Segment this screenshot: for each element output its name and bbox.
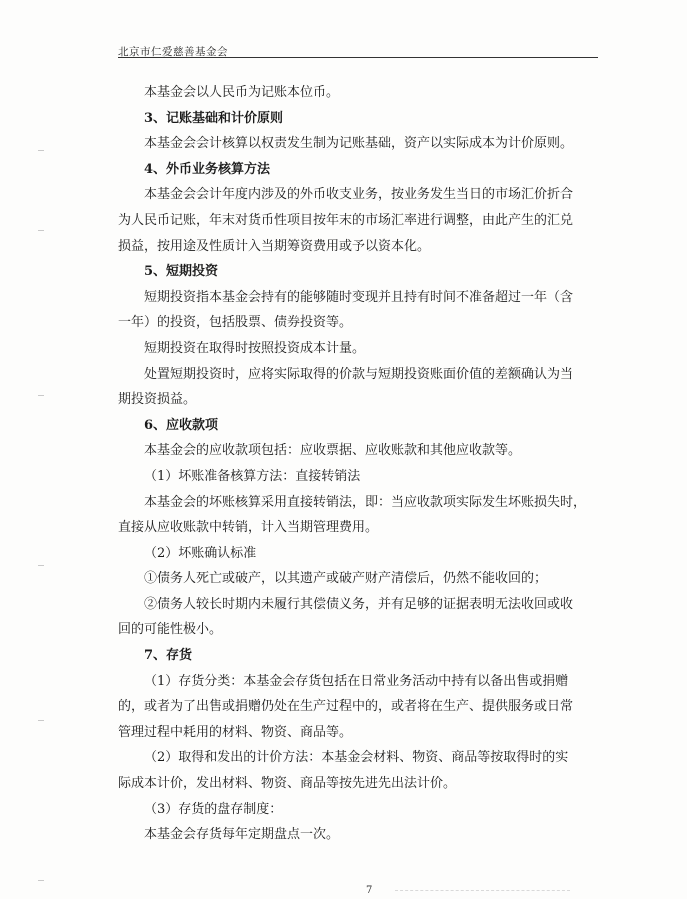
paragraph-line: 际成本计价，发出材料、物资、商品等按先进先出法计价。 [118, 776, 457, 792]
paragraph-line: 回的可能性极小。 [118, 622, 223, 638]
paragraph-line: （1）存货分类：本基金会存货包括在日常业务活动中持有以备出售或捐赠 [144, 673, 569, 689]
paragraph-line: 本基金会会计核算以权责发生制为记账基础，资产以实际成本为计价原则。 [144, 136, 574, 152]
scan-margin-mark [38, 395, 44, 396]
scan-margin-mark [38, 565, 44, 566]
page-number: 7 [366, 885, 373, 896]
paragraph-line: （2）取得和发出的计价方法：本基金会材料、物资、商品等按取得时的实 [144, 750, 569, 766]
scan-margin-mark [38, 150, 44, 151]
paragraph-line: 本基金会存货每年定期盘点一次。 [144, 827, 340, 843]
list-item: ②债务人较长时期内未履行其偿债义务，并有足够的证据表明无法收回或收 [144, 596, 574, 612]
paragraph-line: 一年）的投资，包括股票、债券投资等。 [118, 315, 353, 331]
paragraph-line: 损益，按用途及性质计入当期筹资费用或予以资本化。 [118, 238, 431, 254]
scan-smudge [395, 890, 570, 891]
section-heading: 4、外币业务核算方法 [144, 161, 271, 177]
paragraph-line: 短期投资在取得时按照投资成本计量。 [144, 340, 366, 356]
paragraph-line: 为人民币记账，年末对货币性项目按年末的市场汇率进行调整，由此产生的汇兑 [118, 212, 574, 228]
paragraph-line: 期投资损益。 [118, 392, 197, 408]
section-heading: 7、存货 [144, 648, 193, 664]
paragraph-line: 处置短期投资时，应将实际取得的价款与短期投资账面价值的差额确认为当 [144, 366, 574, 382]
header-org-name: 北京市仁爱慈善基金会 [118, 46, 228, 58]
paragraph-line: 本基金会的应收款项包括：应收票据、应收账款和其他应收款等。 [144, 443, 522, 459]
subheading-line: （1）坏账准备核算方法：直接转销法 [144, 468, 361, 484]
paragraph-line: 管理过程中耗用的材料、物资、商品等。 [118, 724, 353, 740]
section-heading: 3、记账基础和计价原则 [144, 110, 284, 126]
paragraph-line: 本基金会的坏账核算采用直接转销法，即：当应收款项实际发生坏账损失时， [144, 494, 587, 510]
section-heading: 6、应收款项 [144, 417, 219, 433]
subheading-line: （3）存货的盘存制度： [144, 801, 283, 817]
paragraph-line: 直接从应收账款中转销，计入当期管理费用。 [118, 520, 379, 536]
header-rule [118, 57, 598, 58]
scan-margin-mark [38, 720, 44, 721]
section-heading: 5、短期投资 [144, 264, 219, 280]
subheading-line: （2）坏账确认标准 [144, 545, 257, 561]
paragraph-line: 本基金会会计年度内涉及的外币收支业务，按业务发生当日的市场汇价折合 [144, 187, 574, 203]
scan-margin-mark [38, 880, 44, 881]
list-item: ①债务人死亡或破产，以其遗产或破产财产清偿后，仍然不能收回的； [144, 571, 548, 587]
paragraph-line: 本基金会以人民币为记账本位币。 [144, 85, 340, 100]
paragraph-line: 短期投资指本基金会持有的能够随时变现并且持有时间不准备超过一年（含 [144, 289, 574, 305]
scan-margin-mark [38, 230, 44, 231]
paragraph-line: 的，或者为了出售或捐赠仍处在生产过程中的，或者将在生产、提供服务或日常 [118, 699, 574, 715]
body-text [118, 80, 603, 848]
